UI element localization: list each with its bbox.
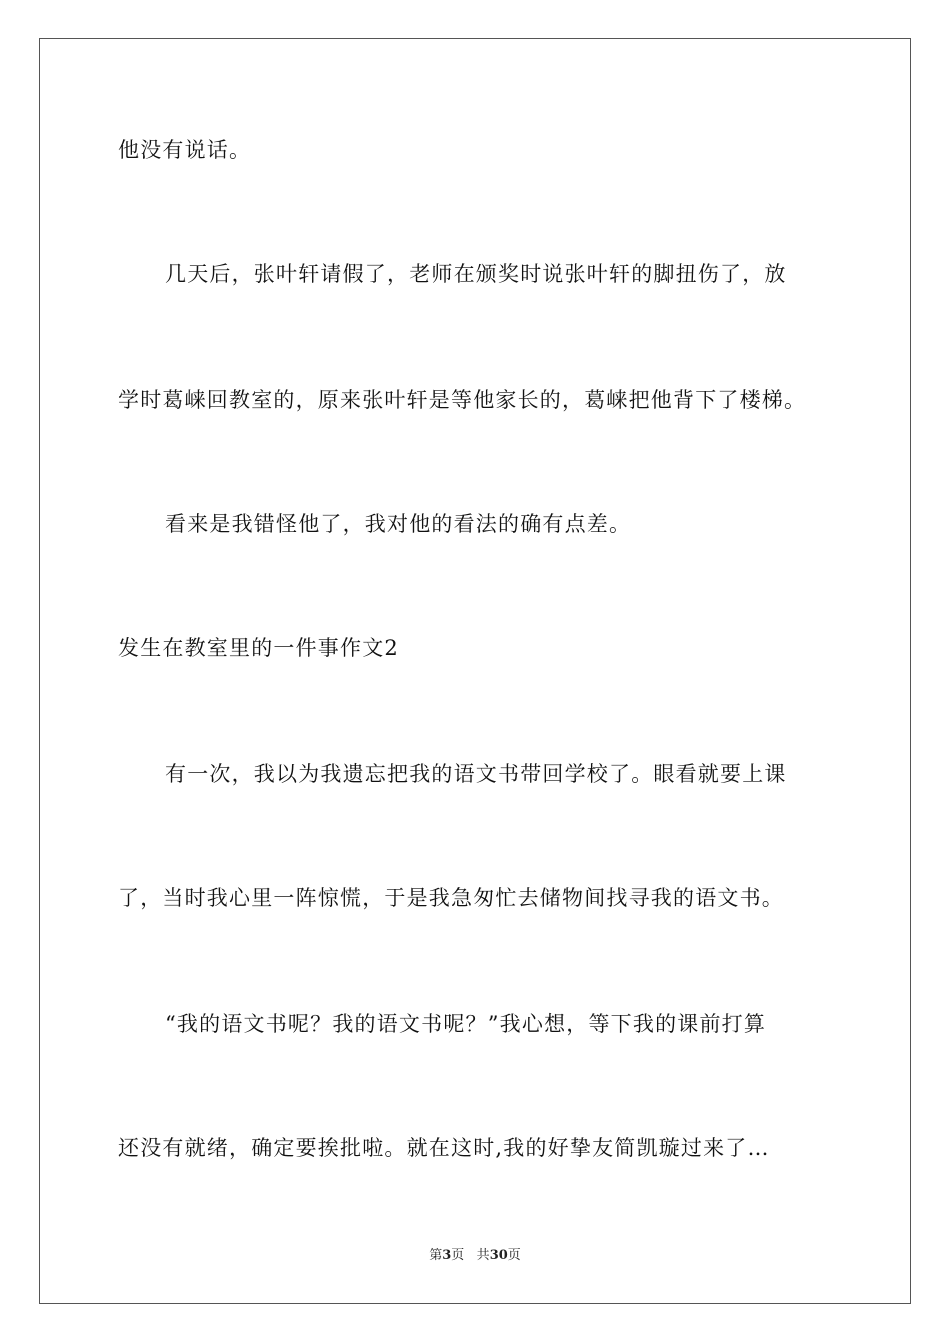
paragraph-line-5: 有一次，我以为我遗忘把我的语文书带回学校了。眼看就要上课 [165,762,787,786]
footer-page-prefix: 第 [429,1248,443,1263]
paragraph-line-7: “我的语文书呢？我的语文书呢？”我心想，等下我的课前打算 [165,1012,767,1036]
paragraph-line-3: 学时葛崃回教室的，原来张叶轩是等他家长的，葛崃把他背下了楼梯。 [118,388,807,412]
footer-page-suffix: 页 [451,1248,465,1263]
footer-total-prefix: 共 [476,1248,490,1263]
footer-page-number: 3 [442,1248,452,1263]
paragraph-line-4: 看来是我错怪他了，我对他的看法的确有点差。 [165,512,632,536]
page-border [39,38,911,1304]
paragraph-line-2: 几天后，张叶轩请假了，老师在颁奖时说张叶轩的脚扭伤了，放 [165,262,787,286]
footer-total-suffix: 页 [507,1248,521,1263]
footer-total-pages: 30 [489,1248,508,1263]
paragraph-line-1: 他没有说话。 [118,138,252,162]
page-footer [0,1247,950,1265]
paragraph-line-8: 还没有就绪，确定要挨批啦。就在这时,我的好挚友简凯璇过来了… [118,1136,770,1160]
section-heading: 发生在教室里的一件事作文2 [118,636,399,660]
paragraph-line-6: 了，当时我心里一阵惊慌，于是我急匆忙去储物间找寻我的语文书。 [118,886,784,910]
